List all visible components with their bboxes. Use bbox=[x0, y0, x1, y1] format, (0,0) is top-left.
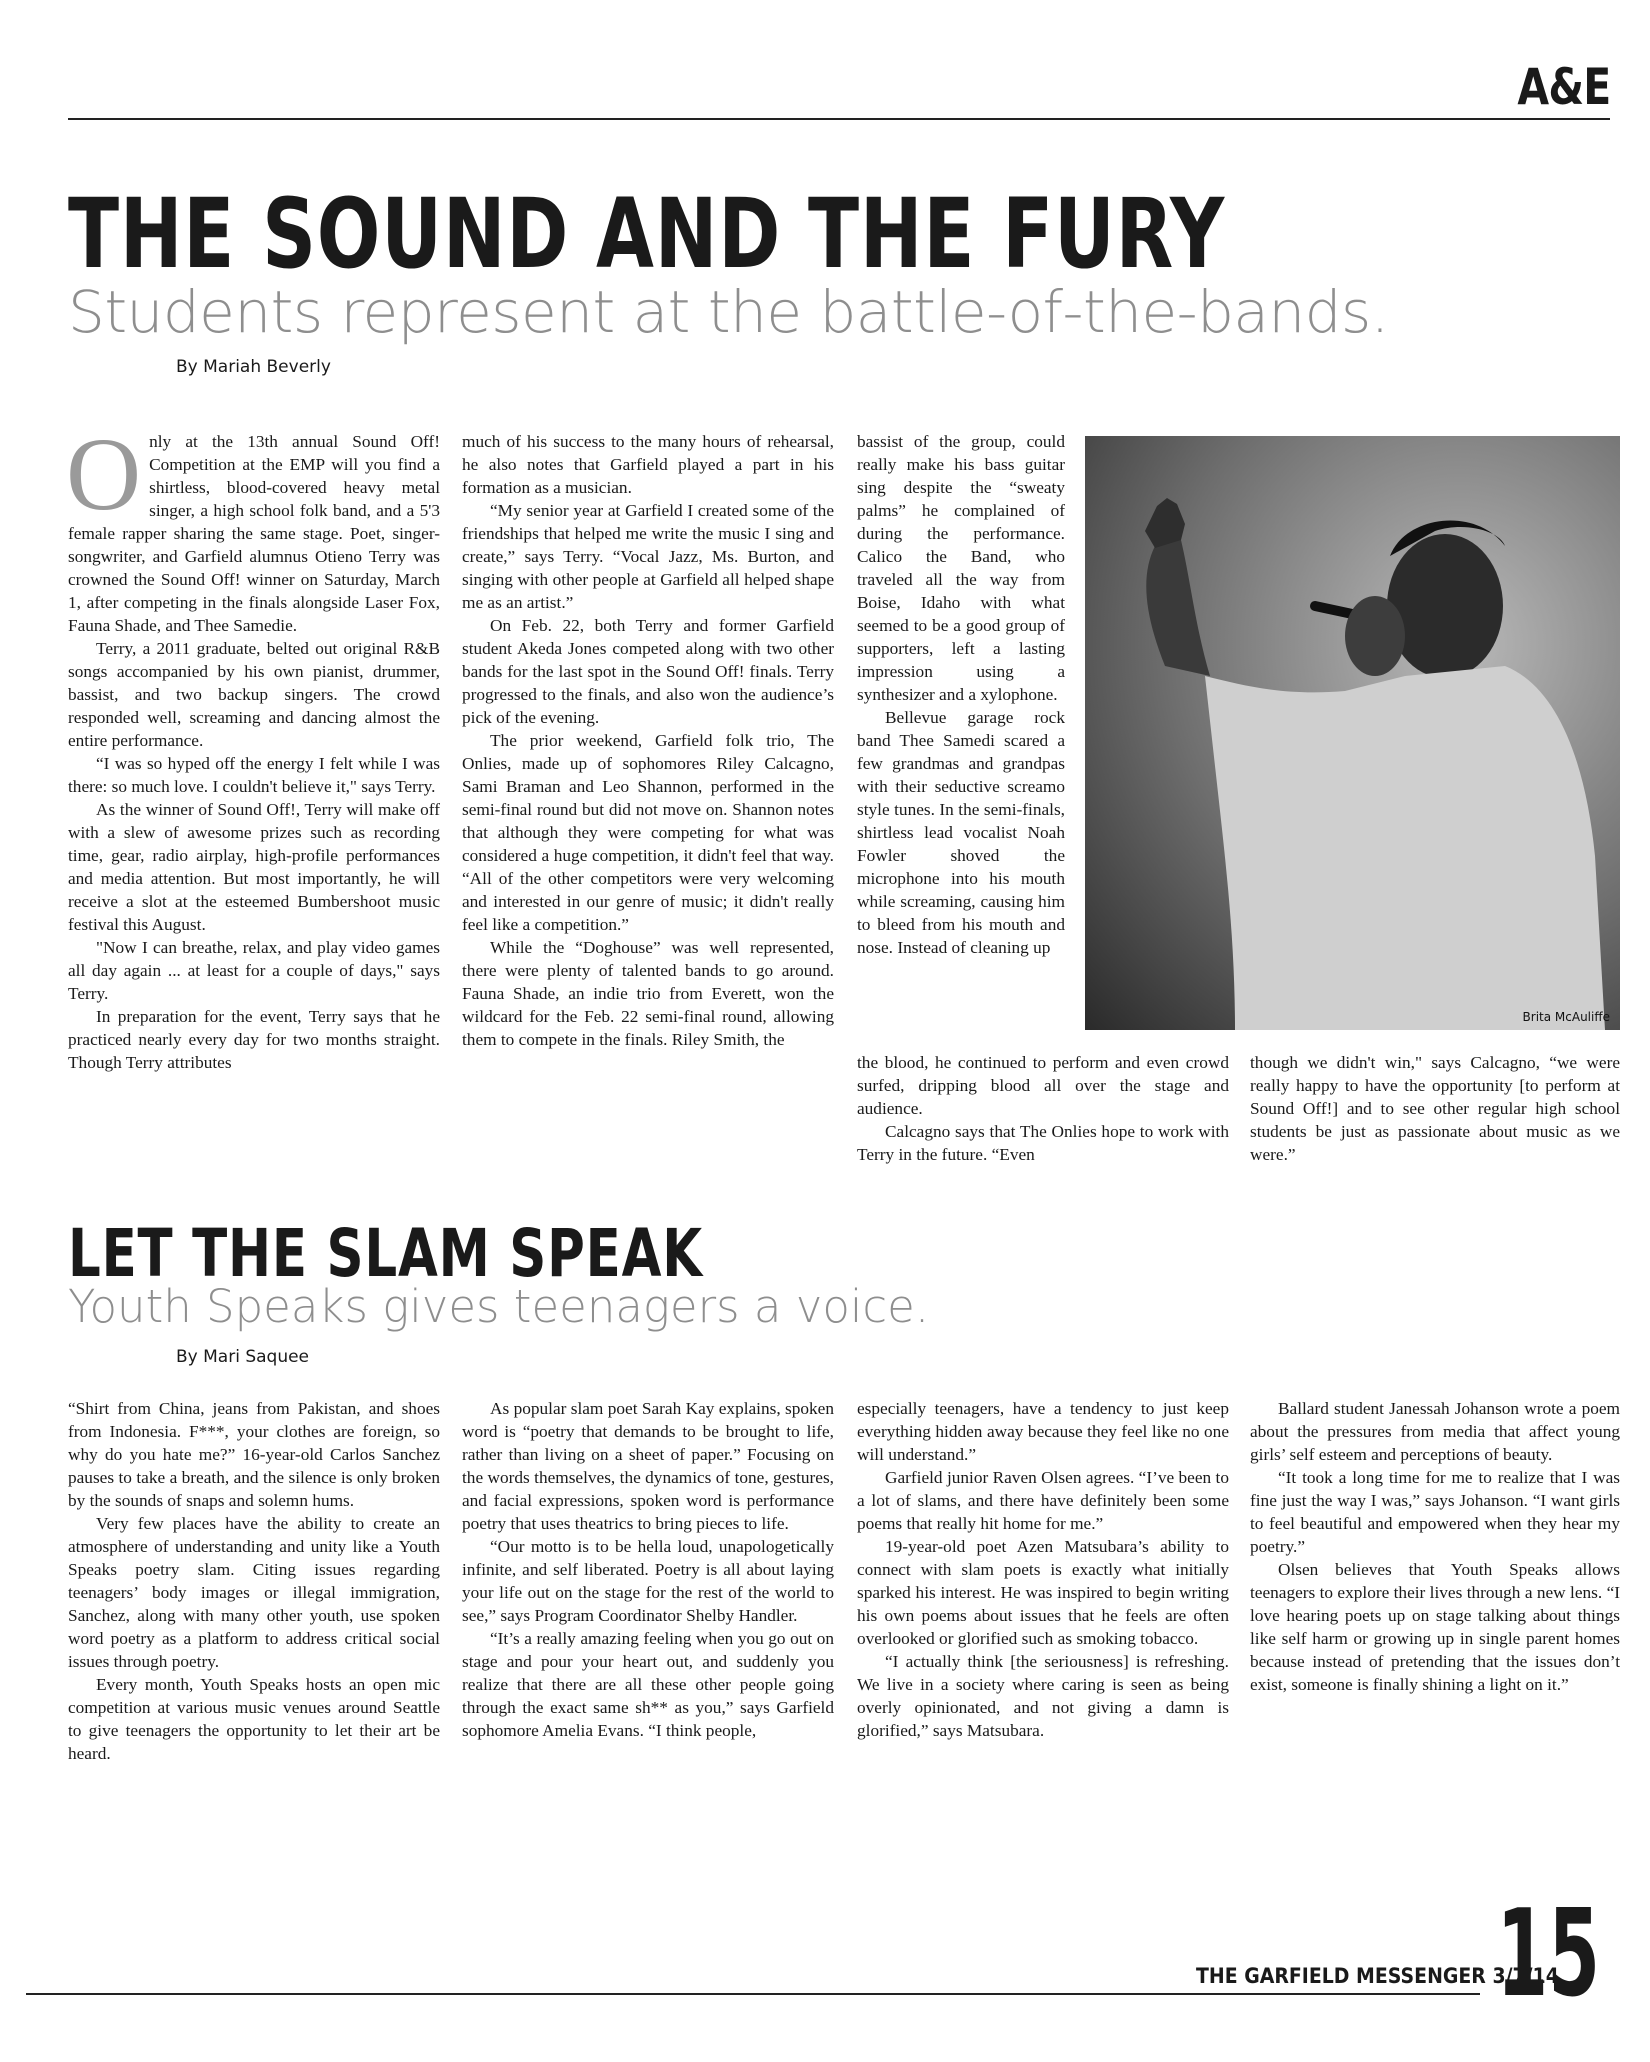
hand-holding-mic bbox=[1345, 596, 1405, 676]
article2-column-3 bbox=[857, 1397, 1229, 1742]
article1-paragraph: The prior weekend, Garfield folk trio, The Onlies, made up of sophomores Riley Calcagno, Sami Braman and Leo Shannon, performed in the semi-final round but did not move on. Shannon notes that although they were competing for what was considered a huge competition, it didn't feel that way. “All of the other competitors were very welcoming and interested in our genre of music; it didn't really feel like a competition.” bbox=[462, 731, 834, 934]
article1-paragraph: “My senior year at Garfield I created some of the friendships that helped me write the music I sing and create,” says Terry. “Vocal Jazz, Ms. Burton, and singing with other people at Garfield all helped shape me as an artist.” bbox=[462, 501, 834, 612]
article1-paragraph: In preparation for the event, Terry says that he practiced nearly every day for two months straight. Though Terry attributes bbox=[68, 1007, 440, 1072]
article-byline: By Mariah Beverly bbox=[176, 357, 331, 377]
singer-shirt bbox=[1205, 666, 1605, 1030]
article2-paragraph: 19-year-old poet Azen Matsubara’s ability to connect with slam poets is exactly what initially sparked his interest. He was inspired to begin writing his own poems about issues that he feels are often overlooked or glorified such as smoking tobacco. bbox=[857, 1537, 1229, 1648]
article2-column-4 bbox=[1250, 1397, 1620, 1696]
article-headline: LET THE SLAM SPEAK bbox=[68, 1215, 703, 1292]
article-headline: THE SOUND AND THE FURY bbox=[68, 178, 1225, 290]
article1-paragraph: "Now I can breathe, relax, and play video games all day again ... at least for a couple of days," says Terry. bbox=[68, 938, 440, 1003]
article2-paragraph: Olsen believes that Youth Speaks allows teenagers to explore their lives through a new lens. “I love hearing poets up on stage talking about things like self harm or growing up in single parent homes because instead of pretending that the issues don’t exist, someone is finally shining a light on it.” bbox=[1250, 1560, 1620, 1694]
drop-cap: O bbox=[66, 417, 142, 532]
article1-paragraph: As the winner of Sound Off!, Terry will make off with a slew of awesome prizes such as recording time, gear, radio airplay, high-profile performances and media attention. But most importantly, he will receive a slot at the esteemed Bumbershoot music festival this August. bbox=[68, 800, 440, 934]
article2-paragraph: especially teenagers, have a tendency to just keep everything hidden away because they feel like no one will understand.” bbox=[857, 1399, 1229, 1464]
article1-column-1 bbox=[66, 417, 440, 1074]
singer-illustration bbox=[1085, 436, 1620, 1030]
header-rule bbox=[68, 118, 1610, 120]
article-byline: By Mari Saquee bbox=[176, 1347, 310, 1367]
article2-paragraph: Garfield junior Raven Olsen agrees. “I’ve been to a lot of slams, and there have definitely been some poems that really hit home for me.” bbox=[857, 1468, 1229, 1533]
raised-hand bbox=[1145, 498, 1185, 548]
photo-credit: Brita McAuliffe bbox=[1522, 1010, 1610, 1024]
article2-paragraph: “It’s a really amazing feeling when you go out on stage and pour your heart out, and suddenly you realize that there are all these other people going through the exact same sh** as you,” says Garfield sophomore Amelia Evans. “I think people, bbox=[462, 1629, 834, 1740]
article1-paragraph: “I was so hyped off the energy I felt while I was there: so much love. I couldn't believe it," says Terry. bbox=[68, 754, 440, 796]
article1-paragraph: While the “Doghouse” was well represented, there were plenty of talented bands to go around. Fauna Shade, an indie trio from Everett, won the wildcard for the Feb. 22 semi-final round, allowing them to compete in the finals. Riley Smith, the bbox=[462, 938, 834, 1049]
article-subhead: Youth Speaks gives teenagers a voice. bbox=[68, 1280, 930, 1333]
article1-paragraph: Terry, a 2011 graduate, belted out original R&B songs accompanied by his own pianist, drummer, bassist, and two backup singers. The crowd responded well, screaming and dancing almost the entire performance. bbox=[68, 639, 440, 750]
article2-column-1 bbox=[68, 1397, 440, 1765]
article1-paragraph: much of his success to the many hours of rehearsal, he also notes that Garfield played a part in his formation as a musician. bbox=[462, 432, 834, 497]
article2-paragraph: “Our motto is to be hella loud, unapologetically infinite, and self liberated. Poetry is all about laying your life out on the stage for the rest of the world to see,” says Program Coordinator Shelby Handler. bbox=[462, 1537, 834, 1625]
article1-column-2 bbox=[462, 430, 834, 1051]
section-label: A&E bbox=[1516, 58, 1610, 116]
article1-paragraph: Only at the 13th annual Sound Off! Competition at the EMP will you find a shirtless, blood-covered heavy metal singer, a high school folk band, and a 5'3 female rapper sharing the same stage. Poet, singer-songwriter, and Garfield alumnus Otieno Terry was crowned the Sound Off! winner on Saturday, March 1, after competing in the finals alongside Laser Fox, Fauna Shade, and Thee Samedie. bbox=[66, 417, 440, 635]
article2-paragraph: Ballard student Janessah Johanson wrote a poem about the pressures from media that affect young girls’ self esteem and perceptions of beauty. bbox=[1250, 1399, 1620, 1464]
article2-paragraph: “I actually think [the seriousness] is refreshing. We live in a society where caring is seen as being overly opinionated, and not giving a damn is glorified,” says Matsubara. bbox=[857, 1652, 1229, 1740]
singer-head bbox=[1387, 534, 1503, 678]
article1-paragraph: On Feb. 22, both Terry and former Garfield student Akeda Jones competed along with two other bands for the last spot in the Sound Off! finals. Terry progressed to the finals, and also won the audience’s pick of the evening. bbox=[462, 616, 834, 727]
article1-column-3-continued bbox=[857, 1051, 1229, 1166]
article2-column-2 bbox=[462, 1397, 834, 1742]
performer-photo bbox=[1085, 436, 1620, 1030]
article2-paragraph: Very few places have the ability to create an atmosphere of understanding and unity like a Youth Speaks poetry slam. Citing issues regarding teenagers’ body images or illegal immigration, Sanchez, along with many other youth, use spoken word poetry as a platform to address critical social issues through poetry. bbox=[68, 1514, 440, 1671]
article1-paragraph: bassist of the group, could really make his bass guitar sing despite the “sweaty palms” he complained of during the performance. Calico the Band, who traveled all the way from Boise, Idaho with what seemed to be a good group of supporters, left a lasting impression using a synthesizer and a xylophone. bbox=[857, 432, 1065, 704]
article2-paragraph: As popular slam poet Sarah Kay explains, spoken word is “poetry that demands to be brought to life, rather than living on a sheet of paper.” Focusing on the words themselves, the dynamics of tone, gestures, and facial expressions, spoken word is performance poetry that uses theatrics to bring pieces to life. bbox=[462, 1399, 834, 1533]
article1-paragraph: Bellevue garage rock band Thee Samedi scared a few grandmas and grandpas with their seductive screamo style tunes. In the semi-finals, shirtless lead vocalist Noah Fowler shoved the microphone into his mouth while screaming, causing him to bleed from his mouth and nose. Instead of cleaning up bbox=[857, 708, 1065, 957]
article1-paragraph: though we didn't win," says Calcagno, “we were really happy to have the opportunity [to perform at Sound Off!] and to see other regular high school students be just as passionate about music as we were.” bbox=[1250, 1053, 1620, 1164]
article2-paragraph: “It took a long time for me to realize that I was fine just the way I was,” says Johanson. “I want girls to feel beautiful and empowered when they hear my poetry.” bbox=[1250, 1468, 1620, 1556]
article1-column-3 bbox=[857, 430, 1065, 959]
raised-arm bbox=[1146, 536, 1210, 676]
footer-rule bbox=[26, 1993, 1480, 1995]
article2-paragraph: Every month, Youth Speaks hosts an open mic competition at various music venues around Seattle to give teenagers the opportunity to let their art be heard. bbox=[68, 1675, 440, 1763]
article-subhead: Students represent at the battle-of-the-bands. bbox=[68, 278, 1389, 346]
article1-paragraph: Calcagno says that The Onlies hope to work with Terry in the future. “Even bbox=[857, 1122, 1229, 1164]
article1-column-4 bbox=[1250, 1051, 1620, 1166]
page-number: 15 bbox=[1496, 1885, 1600, 2024]
publication-footer: THE GARFIELD MESSENGER 3/7/14 bbox=[1196, 1964, 1559, 1988]
article1-paragraph: the blood, he continued to perform and even crowd surfed, dripping blood all over the stage and audience. bbox=[857, 1053, 1229, 1118]
article2-paragraph: “Shirt from China, jeans from Pakistan, and shoes from Indonesia. F***, your clothes are foreign, so why do you hate me?” 16-year-old Carlos Sanchez pauses to take a breath, and the silence is only broken by the sounds of snaps and solemn hums. bbox=[68, 1399, 440, 1510]
